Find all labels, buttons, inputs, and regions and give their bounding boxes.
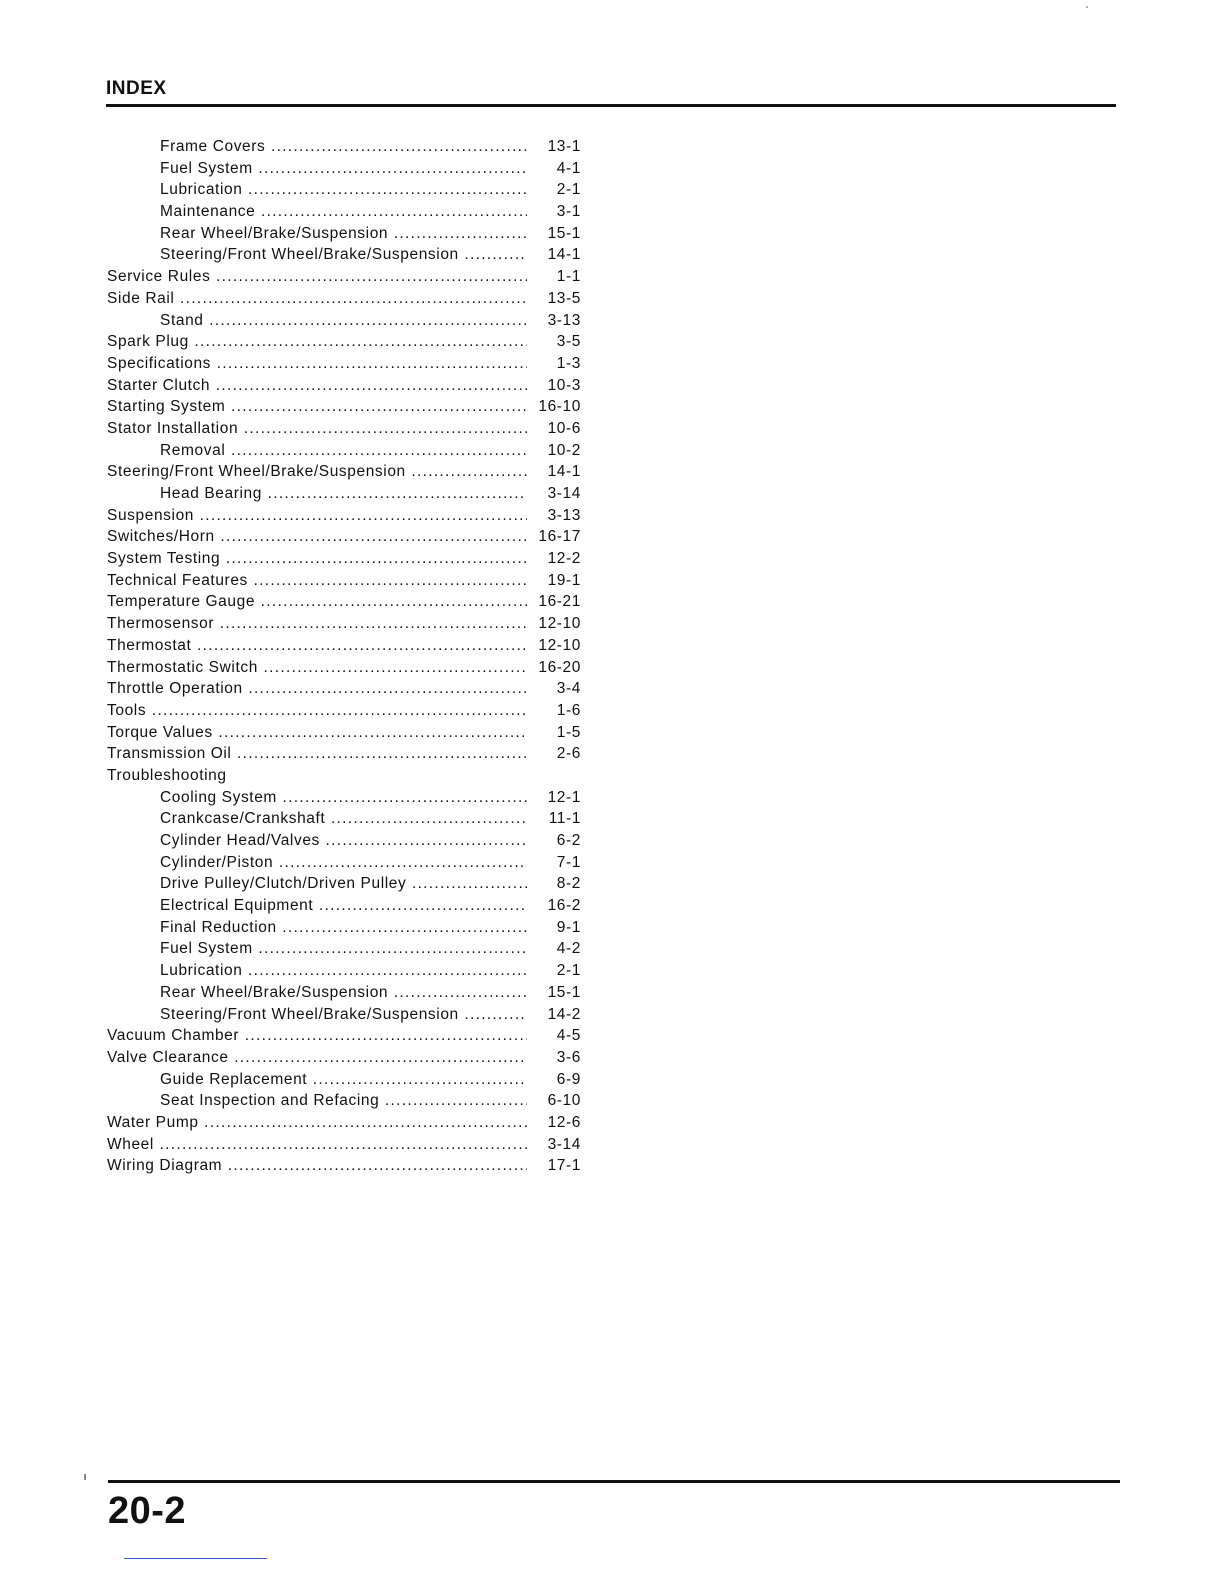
- index-entry-page: 17-1: [547, 1157, 581, 1175]
- index-entry-label: Seat Inspection and Refacing .....: [160, 1090, 527, 1112]
- index-entry-label: Steering/Front Wheel/Brake/Suspension .....: [160, 1004, 527, 1026]
- index-entry-label: Rear Wheel/Brake/Suspension .....: [160, 982, 527, 1004]
- index-entry-page: 4-1: [556, 159, 581, 177]
- index-entry: [107, 873, 585, 895]
- index-entry-page: 12-10: [538, 615, 581, 633]
- footer-rule: [108, 1480, 1120, 1483]
- header-rule: [106, 104, 1116, 107]
- index-entry: [107, 613, 585, 635]
- index-entry: [107, 722, 585, 744]
- index-entry-label: Rear Wheel/Brake/Suspension .....: [160, 223, 527, 245]
- index-entry: [107, 982, 585, 1004]
- index-entry: [107, 526, 585, 548]
- index-entry: [107, 440, 585, 462]
- index-entry-page: 10-3: [547, 376, 581, 394]
- index-entry: [107, 310, 585, 332]
- index-entry-label: Valve Clearance .....: [107, 1047, 527, 1069]
- index-entry-label: Temperature Gauge .....: [107, 591, 527, 613]
- index-entry-label: Maintenance .....: [160, 201, 527, 223]
- index-entry-label: Torque Values .....: [107, 722, 527, 744]
- index-entry-label: Fuel System .....: [160, 938, 527, 960]
- index-entry-page: 9-1: [556, 918, 581, 936]
- index-entry-page: 12-10: [538, 636, 581, 654]
- index-entry-page: 6-9: [556, 1070, 581, 1088]
- index-entry-page: 2-6: [556, 745, 581, 763]
- index-entry-label: Troubleshooting: [107, 766, 227, 784]
- index-entry: [107, 396, 585, 418]
- index-entry-label: Thermosensor .....: [107, 613, 527, 635]
- index-entry-page: 2-1: [556, 962, 581, 980]
- index-entry: [107, 895, 585, 917]
- index-entry: [107, 483, 585, 505]
- index-entry-page: 16-21: [538, 593, 581, 611]
- index-entry-label: Specifications .....: [107, 353, 527, 375]
- index-entry: [107, 288, 585, 310]
- index-entry: [107, 223, 585, 245]
- index-entry: [107, 266, 585, 288]
- index-entry-label: Drive Pulley/Clutch/Driven Pulley .....: [160, 873, 527, 895]
- index-entry-page: 6-10: [547, 1092, 581, 1110]
- index-entry-label: Final Reduction .....: [160, 917, 527, 939]
- index-entry-page: 12-6: [547, 1113, 581, 1131]
- index-entry-page: 15-1: [547, 983, 581, 1001]
- index-entry-page: 16-17: [538, 528, 581, 546]
- index-entry-page: 13-5: [547, 289, 581, 307]
- index-entry-label: Technical Features .....: [107, 570, 527, 592]
- index-entry: [107, 960, 585, 982]
- index-entry: [107, 917, 585, 939]
- index-entry: [107, 1090, 585, 1112]
- index-entry: [107, 353, 585, 375]
- index-entry-page: 3-14: [547, 1135, 581, 1153]
- index-entry: [107, 570, 585, 592]
- index-entry: [107, 244, 585, 266]
- index-entry-page: 3-6: [556, 1048, 581, 1066]
- index-entry-page: 4-5: [556, 1027, 581, 1045]
- index-entry: [107, 1155, 585, 1177]
- index-entry-label: Cooling System .....: [160, 787, 527, 809]
- index-entry: [107, 418, 585, 440]
- index-entry: [107, 765, 585, 787]
- index-entry-page: 3-5: [556, 333, 581, 351]
- index-entry: [107, 1004, 585, 1026]
- index-entry-page: 10-2: [547, 441, 581, 459]
- index-entry-label: Suspension .....: [107, 505, 527, 527]
- index-entry-label: Starter Clutch .....: [107, 375, 527, 397]
- index-entry-label: Vacuum Chamber .....: [107, 1025, 527, 1047]
- index-entry-label: Guide Replacement .....: [160, 1069, 527, 1091]
- index-entry-page: 15-1: [547, 224, 581, 242]
- index-entry-page: 19-1: [547, 571, 581, 589]
- index-entry: [107, 158, 585, 180]
- index-entry-label: Cylinder Head/Valves .....: [160, 830, 527, 852]
- index-entry-label: Lubrication .....: [160, 179, 527, 201]
- index-entry: [107, 678, 585, 700]
- index-entry-page: 14-2: [547, 1005, 581, 1023]
- index-entry: [107, 700, 585, 722]
- index-entry-label: Stand .....: [160, 310, 527, 332]
- index-entry-label: Frame Covers .....: [160, 136, 527, 158]
- page-number: 20-2: [108, 1490, 187, 1532]
- scan-mark: [1086, 6, 1088, 8]
- index-entry: [107, 461, 585, 483]
- index-entry-page: 2-1: [556, 181, 581, 199]
- index-entry-page: 6-2: [556, 832, 581, 849]
- index-entry-page: 1-5: [556, 723, 581, 741]
- index-entry-label: Crankcase/Crankshaft .....: [160, 808, 527, 830]
- index-list: [107, 136, 585, 1177]
- index-entry-label: System Testing .....: [107, 548, 527, 570]
- index-entry-page: 12-1: [547, 788, 581, 806]
- index-entry-page: 1-1: [556, 268, 581, 286]
- index-entry-label: Switches/Horn .....: [107, 526, 527, 548]
- index-entry: [107, 852, 585, 874]
- index-entry-label: Starting System .....: [107, 396, 527, 418]
- index-entry: [107, 1112, 585, 1134]
- index-entry-page: 11-1: [548, 810, 581, 828]
- index-entry-label: Transmission Oil .....: [107, 743, 527, 765]
- index-entry-page: 16-20: [538, 658, 581, 676]
- index-entry: [107, 136, 585, 158]
- index-entry-label: Cylinder/Piston .....: [160, 852, 527, 874]
- index-entry: [107, 505, 585, 527]
- index-entry: [107, 1025, 585, 1047]
- index-entry-page: 8-2: [556, 875, 581, 893]
- index-entry: [107, 591, 585, 613]
- index-entry-label: Tools .....: [107, 700, 527, 722]
- index-entry-label: Thermostatic Switch .....: [107, 657, 527, 679]
- index-entry-page: 4-2: [556, 940, 581, 958]
- index-entry-page: 3-13: [547, 506, 581, 524]
- index-entry-label: Fuel System .....: [160, 158, 527, 180]
- index-entry: [107, 743, 585, 765]
- index-entry: [107, 331, 585, 353]
- scan-mark: [84, 1474, 86, 1480]
- index-entry: [107, 635, 585, 657]
- index-entry: [107, 938, 585, 960]
- index-entry: [107, 830, 585, 852]
- index-entry: [107, 375, 585, 397]
- index-entry-label: Thermostat .....: [107, 635, 527, 657]
- index-entry-page: 3-4: [556, 680, 581, 698]
- index-entry-page: 14-1: [547, 463, 581, 481]
- index-entry-label: Steering/Front Wheel/Brake/Suspension .....: [160, 244, 527, 266]
- bottom-link-underline: [124, 1558, 267, 1559]
- page-title: INDEX: [106, 78, 167, 99]
- index-entry-label: Electrical Equipment .....: [160, 895, 527, 917]
- index-entry-label: Steering/Front Wheel/Brake/Suspension .....: [107, 461, 527, 483]
- index-entry-label: Service Rules .....: [107, 266, 527, 288]
- index-entry-label: Wheel .....: [107, 1134, 527, 1156]
- index-entry-page: 10-6: [547, 419, 581, 437]
- index-entry-label: Spark Plug .....: [107, 331, 527, 353]
- index-entry-page: 1-3: [556, 354, 581, 372]
- index-entry: [107, 657, 585, 679]
- index-entry-label: Side Rail .....: [107, 288, 527, 310]
- index-entry-page: 13-1: [547, 138, 581, 155]
- index-entry: [107, 1069, 585, 1091]
- index-entry-label: Wiring Diagram .....: [107, 1155, 527, 1177]
- index-entry-page: 16-2: [547, 897, 581, 915]
- index-entry: [107, 808, 585, 830]
- index-entry: [107, 548, 585, 570]
- index-entry-page: 1-6: [556, 701, 581, 719]
- index-entry-label: Throttle Operation .....: [107, 678, 527, 700]
- index-entry: [107, 1134, 585, 1156]
- index-entry-page: 7-1: [556, 853, 581, 871]
- index-entry: [107, 1047, 585, 1069]
- index-entry-page: 16-10: [538, 398, 581, 416]
- index-entry: [107, 179, 585, 201]
- index-entry-label: Head Bearing .....: [160, 483, 527, 505]
- index-entry-page: 3-13: [547, 311, 581, 329]
- index-entry-page: 3-1: [556, 203, 581, 221]
- index-entry-page: 3-14: [547, 485, 581, 502]
- index-entry-label: Lubrication .....: [160, 960, 527, 982]
- index-entry: [107, 787, 585, 809]
- index-entry-label: Water Pump .....: [107, 1112, 527, 1134]
- index-entry: [107, 201, 585, 223]
- index-entry-label: Removal .....: [160, 440, 527, 462]
- index-entry-page: 14-1: [547, 246, 581, 264]
- index-entry-label: Stator Installation .....: [107, 418, 527, 440]
- index-entry-page: 12-2: [547, 550, 581, 568]
